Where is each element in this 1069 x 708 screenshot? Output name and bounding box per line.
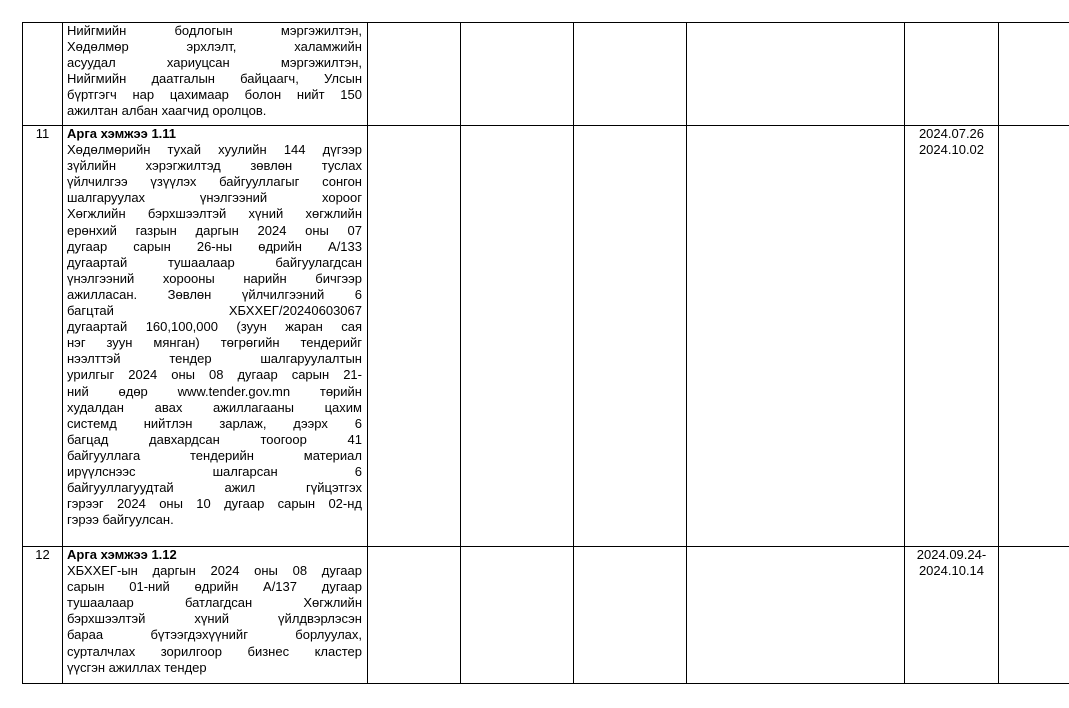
empty-cell <box>461 126 574 547</box>
date-cell <box>905 547 999 684</box>
description-line: ажилласан. Зөвлөн үйлчилгээний 6 <box>67 286 362 302</box>
measure-title: Арга хэмжээ 1.11 <box>67 126 177 141</box>
date-cell <box>905 126 999 547</box>
description-line: үнэлгээний хорооны нарийн бичгээр <box>67 270 362 286</box>
description-line: зүйлийн хэрэгжилтэд зөвлөн туслах <box>67 158 362 174</box>
description-line: ерөнхий газрын даргын 2024 оны 07 <box>67 222 362 238</box>
description-line: гэрээг 2024 оны 10 дугаар сарын 02-нд <box>67 496 362 512</box>
description-line: ХБХХЕГ-ын даргын 2024 оны 08 дугаар <box>67 563 362 579</box>
description-cell <box>63 23 368 126</box>
description-line: дугаартай тушаалаар байгуулагдсан <box>67 254 362 270</box>
description-line: Хөдөлмөрийн тухай хуулийн 144 дүгээр <box>67 142 362 158</box>
empty-cell <box>368 547 461 684</box>
description-line: Нийгмийн бодлогын мэргэжилтэн, <box>67 23 362 38</box>
empty-cell <box>999 126 1069 547</box>
date-value: 2024.10.02 <box>918 142 985 158</box>
empty-cell <box>687 126 905 547</box>
row-number-cell <box>23 547 63 684</box>
description-line: багцтай ХБХХЕГ/20240603067 <box>67 303 362 319</box>
description-line: худалдан авах ажиллагааны цахим <box>67 399 362 415</box>
description-line: бараа бүтээгдэхүүнийг борлуулах, <box>67 627 362 643</box>
description-line: үүсгэн ажиллах тендер <box>67 659 207 675</box>
empty-cell <box>574 23 687 126</box>
measure-title: Арга хэмжээ 1.12 <box>67 547 177 562</box>
table-body <box>23 23 1069 684</box>
empty-cell <box>687 547 905 684</box>
description-line: асуудал хариуцсан мэргэжилтэн, <box>67 55 362 71</box>
empty-cell <box>574 547 687 684</box>
description-text <box>67 23 362 120</box>
description-line: Хөгжлийн бэрхшээлтэй хүний хөгжлийн <box>67 206 362 222</box>
description-line: бүртгэгч нар цахимаар болон нийт 150 <box>67 87 362 103</box>
description-line: дугаартай 160,100,000 (зуун жаран сая <box>67 319 362 335</box>
description-line: Хөдөлмөр эрхлэлт, халамжийн <box>67 39 362 55</box>
description-line: байгууллагуудтай ажил гүйцэтгэх <box>67 480 362 496</box>
row-number-cell <box>23 126 63 547</box>
description-line: байгууллага тендерийн материал <box>67 447 362 463</box>
description-line: ажилтан албан хаагчид оролцов. <box>67 103 267 119</box>
description-cell <box>63 126 368 547</box>
description-line: системд нийтлэн зарлаж, дээрх 6 <box>67 415 362 431</box>
empty-cell <box>368 23 461 126</box>
empty-cell <box>999 23 1069 126</box>
description-line: Нийгмийн даатгалын байцаагч, Улсын <box>67 71 362 87</box>
description-line: дугаар сарын 26-ны өдрийн А/133 <box>67 238 362 254</box>
empty-cell <box>368 126 461 547</box>
description-line: багцад давхардсан тоогоор 41 <box>67 431 362 447</box>
table-row <box>23 23 1069 126</box>
date-cell <box>905 23 999 126</box>
empty-cell <box>999 547 1069 684</box>
empty-cell <box>461 547 574 684</box>
description-line: сарын 01-ний өдрийн А/137 дугаар <box>67 579 362 595</box>
date-text <box>905 547 998 579</box>
description-line: үйлчилгээ үзүүлэх байгууллагыг сонгон <box>67 174 362 190</box>
date-text <box>905 126 998 158</box>
row-number-cell <box>23 23 63 126</box>
empty-cell <box>687 23 905 126</box>
description-line: шалгаруулах үнэлгээний хороог <box>67 190 362 206</box>
empty-cell <box>461 23 574 126</box>
table-row <box>23 547 1069 684</box>
description-cell <box>63 547 368 684</box>
description-line: ний өдөр www.tender.gov.mn төрийн <box>67 383 362 399</box>
description-line: бэрхшээлтэй хүний үйлдвэрлэсэн <box>67 611 362 627</box>
description-line: нээлттэй тендер шалгаруулалтын <box>67 351 362 367</box>
date-value: 2024.10.14 <box>918 563 985 579</box>
description-text <box>67 142 362 528</box>
description-text <box>67 563 362 676</box>
description-line: сурталчлах зорилгоор бизнес кластер <box>67 643 362 659</box>
report-table <box>22 22 1069 684</box>
table-row <box>23 126 1069 547</box>
description-line: тушаалаар батлагдсан Хөгжлийн <box>67 595 362 611</box>
description-line: ирүүлснээс шалгарсан 6 <box>67 463 362 479</box>
row-number: 12 <box>35 547 50 562</box>
empty-cell <box>574 126 687 547</box>
description-line: нэг зуун мянган) төгрөгийн тендерийг <box>67 335 362 351</box>
description-line: урилгыг 2024 оны 08 дугаар сарын 21- <box>67 367 362 383</box>
date-value: 2024.09.24- <box>916 547 987 562</box>
description-line: гэрээ байгуулсан. <box>67 512 174 528</box>
date-value: 2024.07.26 <box>918 126 985 141</box>
row-number: 11 <box>35 126 50 141</box>
